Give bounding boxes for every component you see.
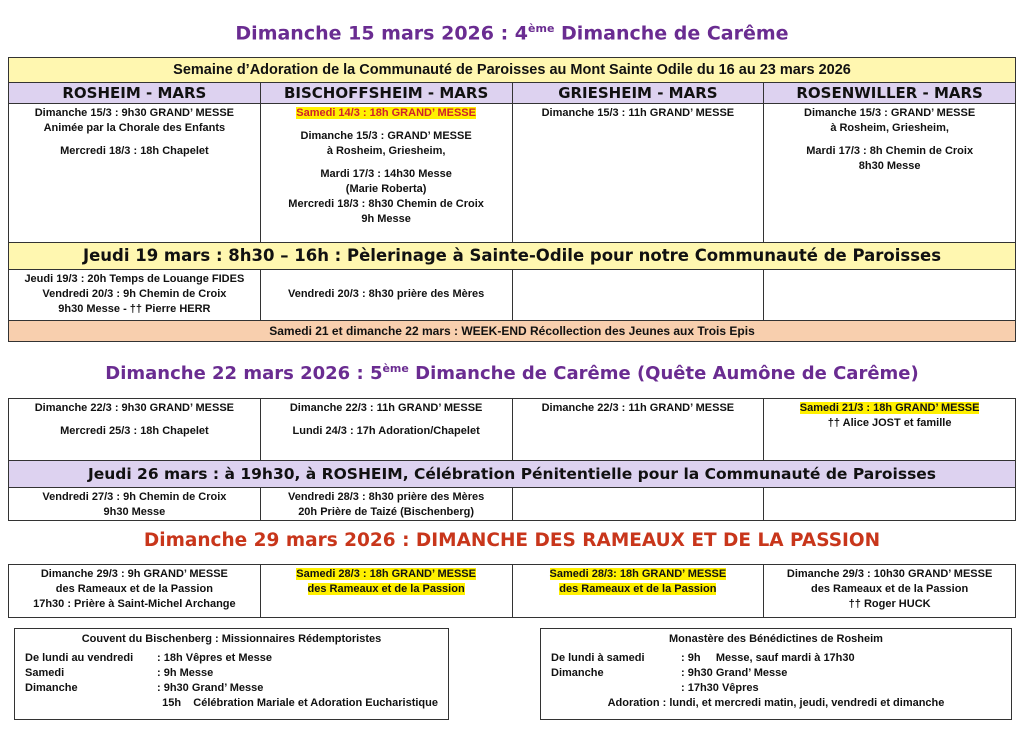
header-rosheim: ROSHEIM - MARS bbox=[9, 83, 261, 103]
cell-rosenwiller-w3: Dimanche 29/3 : 10h30 GRAND’ MESSE des Rameaux et de la Passion †† Roger HUCK bbox=[786, 568, 993, 610]
header-griesheim: GRIESHEIM - MARS bbox=[513, 83, 765, 103]
cell-bischoffsheim-w2: Dimanche 22/3 : 11h GRAND’ MESSE Lundi 24/3 : 17h Adoration/Chapelet bbox=[261, 399, 513, 460]
cell-bischoffsheim: Samedi 14/3 : 18h GRAND’ MESSE Dimanche 15/3 : GRAND’ MESSE à Rosheim, Griesheim, Mardi 17/3 : 14h30 Messe (Marie Roberta) Mercredi 18/3 : 8h30 Chemin de Croix 9h Messe bbox=[261, 104, 513, 242]
bischenberg-panel: Couvent du Bischenberg : Missionnaires Rédemptoristes De lundi au vendredi : 18h Vêpres et Messe Samedi : 9h Messe Dimanche : 9h30 Grand’ Messe 15h Célébration Mariale et Adoration Eucharistique bbox=[14, 628, 449, 720]
adoration-banner: Semaine d’Adoration de la Communauté de Paroisses au Mont Sainte Odile du 16 au 23 mars 2026 bbox=[9, 58, 1015, 83]
cell-rosenwiller-w2b bbox=[764, 488, 1015, 520]
week1-row bbox=[9, 104, 1015, 242]
week2-row bbox=[9, 399, 1015, 461]
cell-griesheim-2 bbox=[513, 270, 765, 320]
cell-rosheim-w2b: Vendredi 27/3 : 9h Chemin de Croix 9h30 Messe bbox=[9, 488, 261, 520]
week1-table bbox=[8, 57, 1016, 342]
column-headers bbox=[9, 83, 1015, 104]
cell-griesheim: Dimanche 15/3 : 11h GRAND’ MESSE bbox=[513, 104, 765, 242]
heading-week1: Dimanche 15 mars 2026 : 4ème Dimanche de Carême bbox=[235, 22, 789, 45]
penitential-banner: Jeudi 26 mars : à 19h30, à ROSHEIM, Célébration Pénitentielle pour la Communauté de Paroisses bbox=[9, 461, 1015, 488]
cell-bischoffsheim-w3: Samedi 28/3 : 18h GRAND’ MESSE des Rameaux et de la Passion bbox=[261, 565, 513, 617]
cell-griesheim-w3: Samedi 28/3: 18h GRAND’ MESSE des Rameaux et de la Passion bbox=[513, 565, 765, 617]
pilgrimage-banner: Jeudi 19 mars : 8h30 – 16h : Pèlerinage à Sainte-Odile pour notre Communauté de Paroisses bbox=[9, 242, 1015, 270]
cell-rosenwiller-2 bbox=[764, 270, 1015, 320]
adoration-schedule: Adoration : lundi, et mercredi matin, jeudi, vendredi et dimanche bbox=[607, 697, 945, 709]
heading-palm-sunday: Dimanche 29 mars 2026 : DIMANCHE DES RAMEAUX ET DE LA PASSION bbox=[143, 530, 881, 551]
bischenberg-title: Couvent du Bischenberg : Missionnaires Rédemptoristes bbox=[81, 633, 382, 645]
cell-rosenwiller: Dimanche 15/3 : GRAND’ MESSE à Rosheim, Griesheim, Mardi 17/3 : 8h Chemin de Croix 8h30 Messe bbox=[804, 107, 976, 172]
cell-rosheim-w2: Dimanche 22/3 : 9h30 GRAND’ MESSE Mercredi 25/3 : 18h Chapelet bbox=[9, 399, 261, 460]
week2-table bbox=[8, 398, 1016, 521]
cell-bischoffsheim-2: Vendredi 20/3 : 8h30 prière des Mères bbox=[261, 270, 513, 320]
cell-rosenwiller-w2: Samedi 21/3 : 18h GRAND’ MESSE †† Alice JOST et famille bbox=[799, 402, 980, 429]
rosheim-monastery-panel: Monastère des Bénédictines de Rosheim De lundi à samedi : 9h Messe, sauf mardi à 17h30 Dimanche : 9h30 Grand’ Messe : 17h30 Vêpres Adoration : lundi, et mercredi matin, jeudi, vendredi et dimanche bbox=[540, 628, 1012, 720]
heading-week2: Dimanche 22 mars 2026 : 5ème Dimanche de Carême (Quête Aumône de Carême) bbox=[105, 362, 919, 384]
week3-row bbox=[9, 565, 1015, 617]
cell-bischoffsheim-w2b: Vendredi 28/3 : 8h30 prière des Mères 20h Prière de Taizé (Bischenberg) bbox=[261, 488, 513, 520]
monastery-title: Monastère des Bénédictines de Rosheim bbox=[669, 633, 883, 645]
cell-rosheim-w3: Dimanche 29/3 : 9h GRAND’ MESSE des Rameaux et de la Passion 17h30 : Prière à Saint-Michel Archange bbox=[9, 565, 261, 617]
week1b-row bbox=[9, 270, 1015, 321]
cell-rosheim-2: Jeudi 19/3 : 20h Temps de Louange FIDES Vendredi 20/3 : 9h Chemin de Croix 9h30 Messe - †† Pierre HERR bbox=[9, 270, 261, 320]
cell-griesheim-w2: Dimanche 22/3 : 11h GRAND’ MESSE bbox=[513, 399, 765, 460]
cell-griesheim-w2b bbox=[513, 488, 765, 520]
week3-table bbox=[8, 564, 1016, 618]
week2b-row bbox=[9, 488, 1015, 520]
cell-rosheim: Dimanche 15/3 : 9h30 GRAND’ MESSE Animée par la Chorale des Enfants Mercredi 18/3 : 18h Chapelet bbox=[9, 104, 261, 242]
weekend-banner: Samedi 21 et dimanche 22 mars : WEEK-END Récollection des Jeunes aux Trois Epis bbox=[9, 321, 1015, 341]
header-bischoffsheim: BISCHOFFSHEIM - MARS bbox=[261, 83, 513, 103]
header-rosenwiller: ROSENWILLER - MARS bbox=[796, 84, 983, 102]
